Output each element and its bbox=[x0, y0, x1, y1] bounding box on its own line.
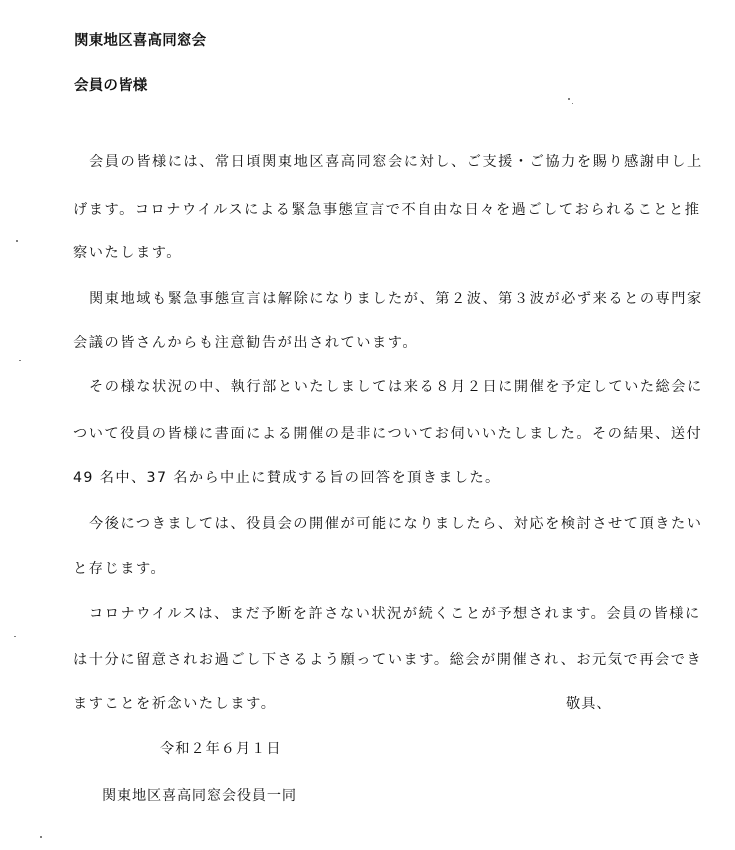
paragraph-line: 察いたします。 bbox=[73, 245, 183, 261]
paragraph-line: その様な状況の中、執行部といたしましては来る８月２日に開催を予定していた総会に bbox=[89, 379, 703, 395]
signature: 関東地区喜高同窓会役員一同 bbox=[102, 788, 297, 804]
salutation: 会員の皆様 bbox=[74, 78, 148, 94]
paragraph-line: ますことを祈念いたします。 bbox=[73, 696, 277, 712]
paragraph-line: ついて役員の皆様に書面による開催の是非についてお伺いいたしました。その結果、送付 bbox=[73, 426, 703, 442]
scan-speck bbox=[568, 98, 570, 100]
paragraph-line: 会員の皆様には、常日頃関東地区喜高同窓会に対し、ご支援・ご協力を賜り感謝申し上 bbox=[89, 154, 703, 170]
org-heading: 関東地区喜高同窓会 bbox=[74, 33, 207, 49]
paragraph-line: げます。コロナウイルスによる緊急事態宣言で不自由な日々を過ごしておられることと推 bbox=[73, 202, 701, 218]
paragraph-line: 関東地域も緊急事態宣言は解除になりましたが、第２波、第３波が必ず来るとの専門家 bbox=[89, 291, 703, 307]
scan-speck bbox=[572, 103, 573, 104]
scan-speck bbox=[16, 240, 18, 242]
paragraph-line: と存じます。 bbox=[73, 561, 167, 577]
scan-speck bbox=[19, 360, 21, 361]
paragraph-line: 今後につきましては、役員会の開催が可能になりましたら、対応を検討させて頂きたい bbox=[89, 516, 703, 532]
paragraph-line: 会議の皆さんからも注意勧告が出されています。 bbox=[73, 335, 419, 351]
paragraph-line: 49 名中、37 名から中止に賛成する旨の回答を頂きました。 bbox=[73, 470, 501, 486]
paragraph-line: コロナウイルスは、まだ予断を許さない状況が続くことが予想されます。会員の皆様に bbox=[89, 606, 701, 622]
paragraph-line: は十分に留意されお過ごし下さるよう願っています。総会が開催され、お元気で再会でき bbox=[73, 652, 703, 668]
closing-phrase: 敬具、 bbox=[566, 696, 612, 712]
scan-speck bbox=[14, 636, 16, 637]
letter-date: 令和２年６月１日 bbox=[160, 741, 282, 757]
scan-speck bbox=[40, 836, 42, 838]
